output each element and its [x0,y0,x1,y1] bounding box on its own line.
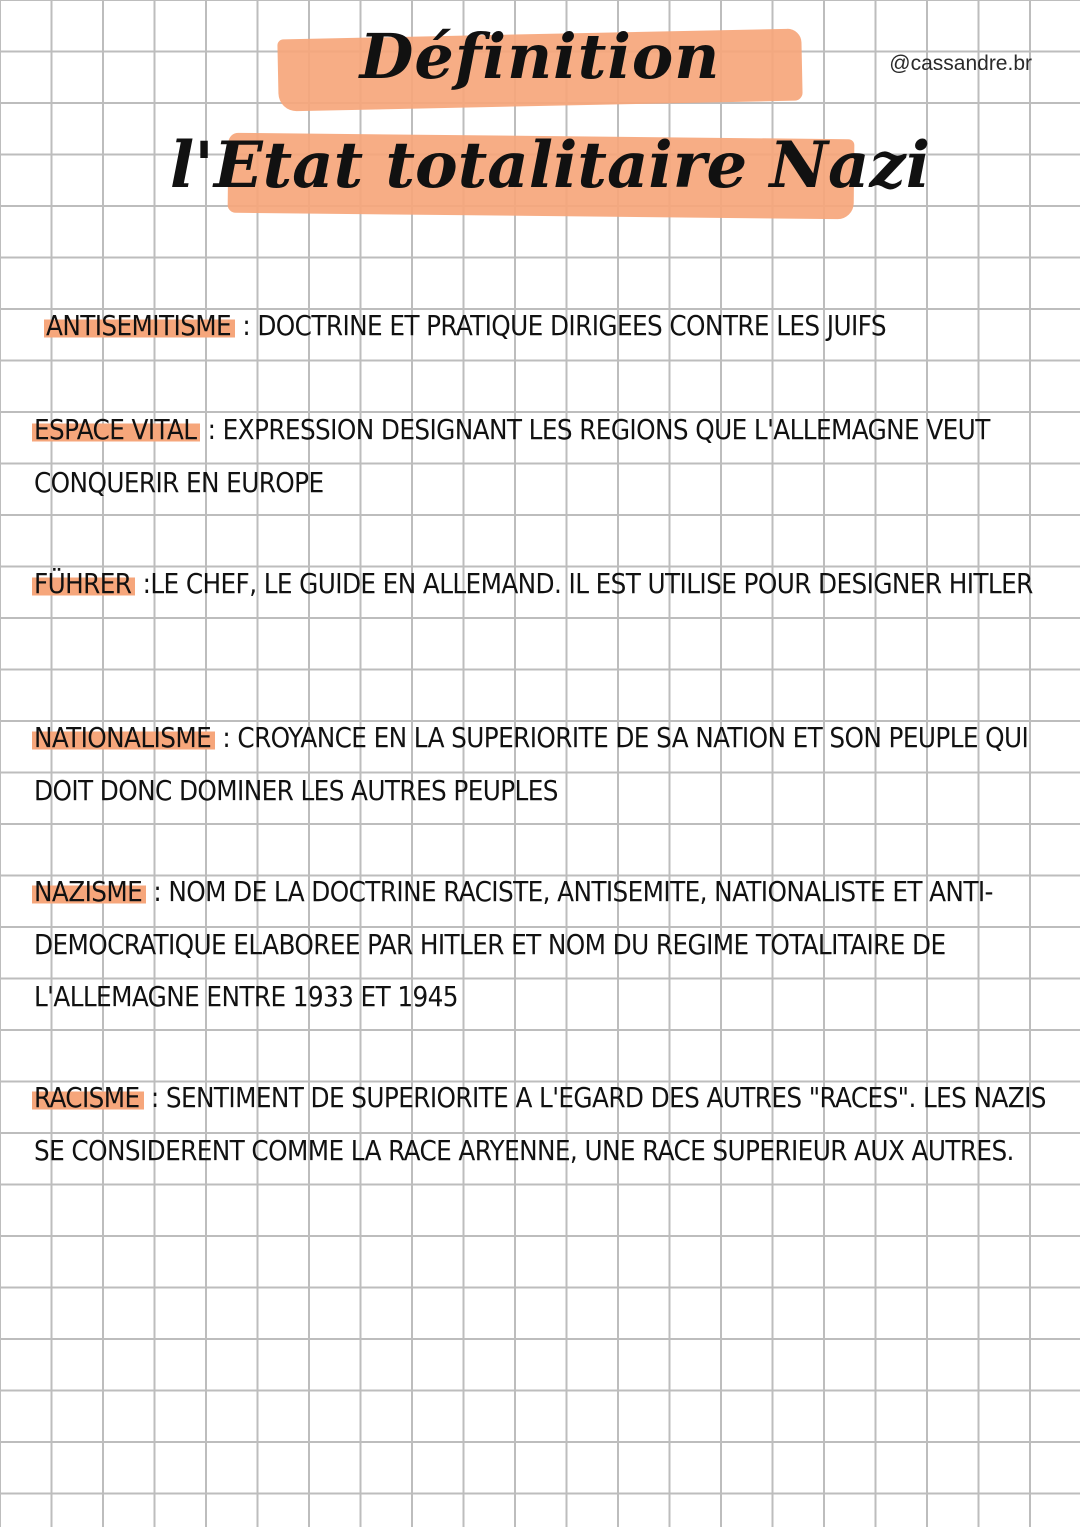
page-subtitle: l'Etat totalitaire Nazi [169,128,931,203]
author-handle: @cassandre.br [889,52,1032,75]
definition-separator: : [200,414,223,446]
definition-nazisme [34,866,1070,1024]
definition-text: EXPRESSION DESIGNANT LES REGIONS QUE L'ALLEMAGNE VEUT CONQUERIR EN EUROPE [34,414,990,499]
definition-separator: : [215,722,238,754]
definition-text: DOCTRINE ET PRATIQUE DIRIGEES CONTRE LES JUIFS [257,310,886,342]
definition-term: ANTISEMITISME [44,310,235,342]
definition-separator: : [146,876,169,908]
definition-racisme [34,1072,1070,1177]
definition-term: FÜHRER [32,568,135,600]
definition-term: NATIONALISME [32,722,215,754]
definition-separator: : [135,568,151,600]
definition-text: LE CHEF, LE GUIDE EN ALLEMAND. IL EST UTILISE POUR DESIGNER HITLER [150,568,1033,600]
definition-separator: : [143,1082,166,1114]
definition-text: NOM DE LA DOCTRINE RACISTE, ANTISEMITE, NATIONALISTE ET ANTI-DEMOCRATIQUE ELABOREE PAR HITLER ET NOM DU REGIME TOTALITAIRE DE L'ALLEMAGNE ENTRE 1933 ET 1945 [34,876,993,1013]
definition-separator: : [235,310,258,342]
definition-text: SENTIMENT DE SUPERIORITE A L'EGARD DES AUTRES "RACES". LES NAZIS SE CONSIDERENT COMME LA RACE ARYENNE, UNE RACE SUPERIEUR AUX AUTRES. [34,1082,1046,1167]
page-title: Définition [359,20,721,93]
definition-term: RACISME [32,1082,144,1114]
definition-text: CROYANCE EN LA SUPERIORITE DE SA NATION ET SON PEUPLE QUI DOIT DONC DOMINER LES AUTRES PEUPLES [34,722,1029,807]
definition-term: ESPACE VITAL [32,414,200,446]
definition-nationalisme [34,712,1070,817]
definition-espace-vital [34,404,1070,509]
definition-antisemitisme [46,300,1066,353]
definition-term: NAZISME [32,876,146,908]
definition-fuhrer [34,558,1070,611]
